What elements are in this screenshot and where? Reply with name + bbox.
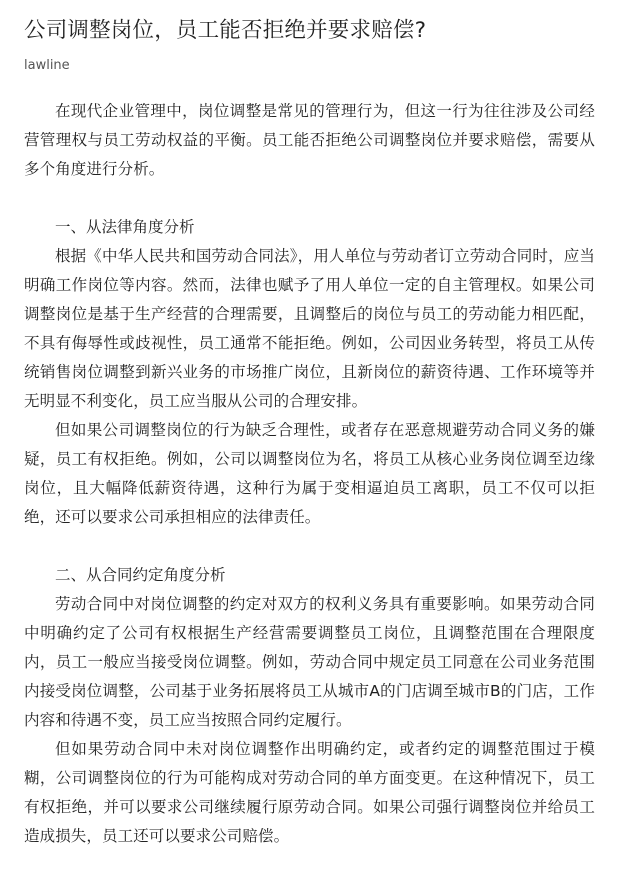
legal-paragraph-1: 根据《中华人民共和国劳动合同法》，用人单位与劳动者订立劳动合同时，应当明确工作岗位等内容。然而，法律也赋予了用人单位一定的自主管理权。如果公司调整岗位是基于生产经营的合理需要，且调整后的岗位与员工的劳动能力相匹配，不具有侮辱性或歧视性，员工通常不能拒绝。例如，公司因业务转型，将员工从传统销售岗位调整到新兴业务的市场推广岗位，且新岗位的薪资待遇、工作环境等并无明显不利变化，员工应当服从公司的合理安排。 xyxy=(24,247,595,410)
contract-paragraph-2: 但如果劳动合同中未对岗位调整作出明确约定，或者约定的调整范围过于模糊，公司调整岗位的行为可能构成对劳动合同的单方面变更。在这种情况下，员工有权拒绝，并可以要求公司继续履行原劳动合同。如果公司强行调整岗位并给员工造成损失，员工还可以要求公司赔偿。 xyxy=(24,740,595,845)
intro-paragraph: 在现代企业管理中，岗位调整是常见的管理行为，但这一行为往往涉及公司经营管理权与员工劳动权益的平衡。员工能否拒绝公司调整岗位并要求赔偿，需要从多个角度进行分析。 xyxy=(24,102,595,178)
section-heading-legal: 一、从法律角度分析 xyxy=(55,218,195,236)
paragraph-gap xyxy=(24,532,595,561)
article-title: 公司调整岗位，员工能否拒绝并要求赔偿? xyxy=(24,18,427,43)
section-heading-contract: 二、从合同约定角度分析 xyxy=(55,566,226,584)
article-body xyxy=(24,97,595,851)
article-source: lawline xyxy=(24,58,70,73)
legal-paragraph-2: 但如果公司调整岗位的行为缺乏合理性，或者存在恶意规避劳动合同义务的嫌疑，员工有权拒绝。例如，公司以调整岗位为名，将员工从核心业务岗位调至边缘岗位，且大幅降低薪资待遇，这种行为属于变相逼迫员工离职，员工不仅可以拒绝，还可以要求公司承担相应的法律责任。 xyxy=(24,421,595,526)
contract-paragraph-1: 劳动合同中对岗位调整的约定对双方的权利义务具有重要影响。如果劳动合同中明确约定了公司有权根据生产经营需要调整员工岗位，且调整范围在合理限度内，员工一般应当接受岗位调整。例如，劳动合同中规定员工同意在公司业务范围内接受岗位调整，公司基于业务拓展将员工从城市A的门店调至城市B的门店，工作内容和待遇不变，员工应当按照合同约定履行。 xyxy=(24,595,595,729)
paragraph-gap xyxy=(24,184,595,213)
